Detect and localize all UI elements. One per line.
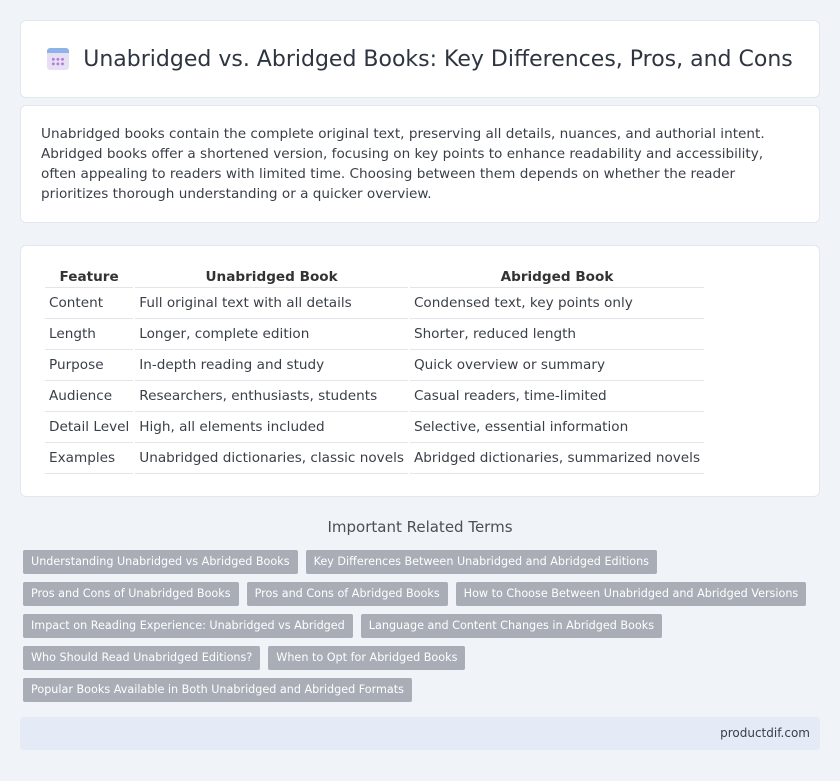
table-row	[45, 443, 704, 474]
tag-row	[23, 678, 813, 702]
page-title: Unabridged vs. Abridged Books: Key Differences, Pros, and Cons	[83, 46, 793, 72]
cell-unabridged: Longer, complete edition	[135, 319, 408, 350]
cell-feature: Content	[45, 288, 133, 319]
cell-unabridged: Researchers, enthusiasts, students	[135, 381, 408, 412]
related-term-tag[interactable]: Popular Books Available in Both Unabridged and Abridged Formats	[23, 678, 412, 702]
comparison-table	[43, 266, 706, 474]
cell-abridged: Selective, essential information	[410, 412, 704, 443]
table-row	[45, 319, 704, 350]
tag-row	[23, 582, 813, 606]
intro-text: Unabridged books contain the complete original text, preserving all details, nuances, and authorial intent. Abridged books offer a shortened version, focusing on key points to enhance readability and accessibility, often appealing to readers with limited time. Choosing between them depends on whether the reader prioritizes thorough understanding or a quicker overview.	[41, 126, 765, 202]
related-term-tag[interactable]: Pros and Cons of Abridged Books	[247, 582, 448, 606]
cell-unabridged: In-depth reading and study	[135, 350, 408, 381]
tag-row	[23, 614, 813, 638]
cell-abridged: Abridged dictionaries, summarized novels	[410, 443, 704, 474]
table-row	[45, 288, 704, 319]
related-terms-title: Important Related Terms	[327, 518, 513, 536]
footer	[20, 717, 820, 750]
calendar-icon	[47, 48, 69, 70]
table-header-row	[45, 266, 704, 288]
related-term-tag[interactable]: Impact on Reading Experience: Unabridged vs Abridged	[23, 614, 353, 638]
related-term-tag[interactable]: Key Differences Between Unabridged and Abridged Editions	[306, 550, 657, 574]
cell-feature: Detail Level	[45, 412, 133, 443]
cell-unabridged: Unabridged dictionaries, classic novels	[135, 443, 408, 474]
cell-unabridged: High, all elements included	[135, 412, 408, 443]
related-term-tag[interactable]: Understanding Unabridged vs Abridged Books	[23, 550, 298, 574]
related-terms-list	[23, 550, 813, 710]
related-term-tag[interactable]: Language and Content Changes in Abridged Books	[361, 614, 662, 638]
cell-feature: Purpose	[45, 350, 133, 381]
header-card	[20, 20, 820, 98]
comparison-card	[20, 245, 820, 497]
table-row	[45, 412, 704, 443]
cell-abridged: Condensed text, key points only	[410, 288, 704, 319]
related-term-tag[interactable]: Pros and Cons of Unabridged Books	[23, 582, 239, 606]
cell-abridged: Shorter, reduced length	[410, 319, 704, 350]
cell-abridged: Quick overview or summary	[410, 350, 704, 381]
table-row	[45, 381, 704, 412]
header-abridged: Abridged Book	[410, 266, 704, 288]
cell-abridged: Casual readers, time-limited	[410, 381, 704, 412]
intro-card	[20, 105, 820, 223]
header-feature: Feature	[45, 266, 133, 288]
related-term-tag[interactable]: Who Should Read Unabridged Editions?	[23, 646, 260, 670]
table-row	[45, 350, 704, 381]
cell-unabridged: Full original text with all details	[135, 288, 408, 319]
footer-site: productdif.com	[720, 726, 810, 740]
tag-row	[23, 550, 813, 574]
cell-feature: Audience	[45, 381, 133, 412]
related-term-tag[interactable]: When to Opt for Abridged Books	[268, 646, 465, 670]
cell-feature: Examples	[45, 443, 133, 474]
cell-feature: Length	[45, 319, 133, 350]
header-unabridged: Unabridged Book	[135, 266, 408, 288]
tag-row	[23, 646, 813, 670]
related-term-tag[interactable]: How to Choose Between Unabridged and Abridged Versions	[456, 582, 807, 606]
